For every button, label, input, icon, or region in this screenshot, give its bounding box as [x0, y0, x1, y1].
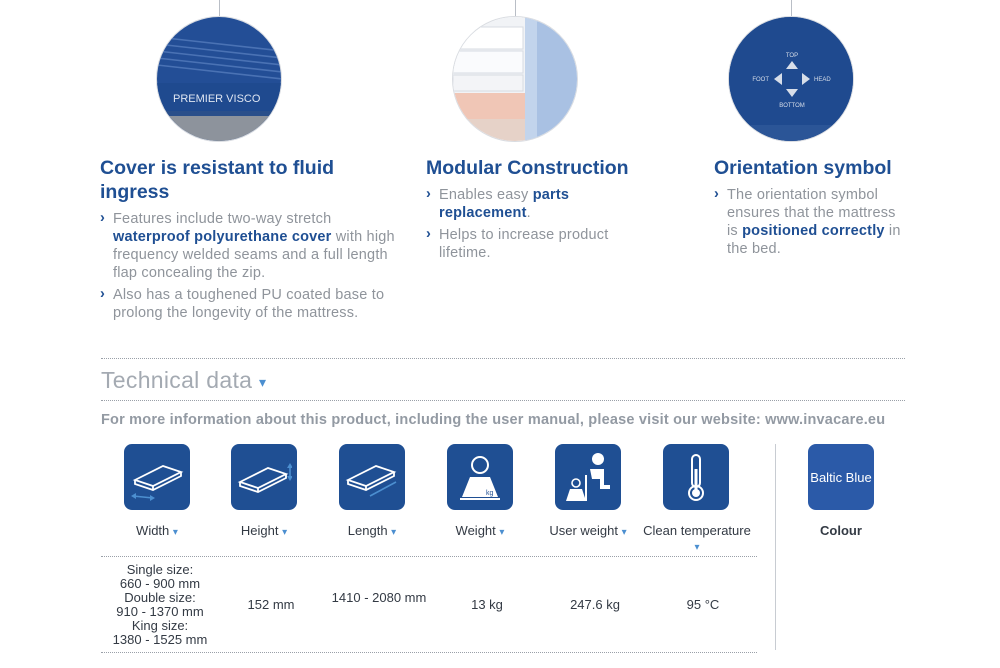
width-icon	[124, 444, 190, 510]
orientation-top-label: TOP	[785, 53, 799, 59]
spec-value-width: Single size: 660 - 900 mm Double size: 910 - 1370 mm King size: 1380 - 1525 mm	[112, 562, 208, 647]
spec-label-clean-temperature[interactable]: Clean temperature ▾	[643, 523, 751, 553]
spec-value-clean-temperature: 95 °C	[686, 597, 720, 612]
chevron-down-icon: ▾	[621, 527, 627, 538]
divider	[101, 400, 905, 401]
colour-label: Colour	[820, 523, 862, 538]
callout-line	[515, 0, 516, 16]
orientation-image	[728, 16, 854, 142]
bullet-item: › Also has a toughened PU coated base to prolong the longevity of the mattress.	[100, 286, 405, 322]
feature-bullets-orientation	[714, 186, 904, 262]
feature-title-cover: Cover is resistant to fluid ingress	[100, 157, 335, 203]
chevron-down-icon: ▾	[499, 527, 505, 538]
callout-line	[791, 0, 792, 16]
spec-value-user-weight: 247.6 kg	[570, 597, 620, 612]
orientation-foot-label: FOOT	[752, 77, 769, 83]
spec-label-width[interactable]: Width ▾	[136, 523, 178, 538]
spec-label-height[interactable]: Height ▾	[240, 523, 288, 538]
modular-image	[452, 16, 578, 142]
spec-label-length[interactable]: Length ▾	[347, 523, 397, 538]
chevron-down-icon: ▾	[172, 527, 178, 538]
divider	[101, 358, 905, 359]
weight-icon	[447, 444, 513, 510]
spec-label-user-weight[interactable]: User weight ▾	[549, 523, 627, 538]
bullet-item: › Enables easy parts replacement.	[426, 186, 636, 222]
weight-unit-label: kg	[486, 490, 494, 497]
cover-image	[156, 16, 282, 142]
cover-image-label: PREMIER VISCO	[173, 93, 261, 105]
bullet-item: › Features include two-way stretch waterproof polyurethane cover with high frequency welded seams and a full length flap concealing the zip.	[100, 210, 405, 282]
bullet-item: › The orientation symbol ensures that the mattress is positioned correctly in the bed.	[714, 186, 904, 258]
bullet-item: › Helps to increase product lifetime.	[426, 226, 636, 262]
info-website-line: For more information about this product, including the user manual, please visit our website: www.invacare.eu	[101, 412, 886, 428]
height-icon	[231, 444, 297, 510]
length-icon	[339, 444, 405, 510]
feature-title-orientation: Orientation symbol	[714, 157, 892, 179]
user-weight-icon	[555, 444, 621, 510]
chevron-down-icon: ▾	[282, 527, 288, 538]
technical-data-heading[interactable]: Technical data ▾	[101, 367, 267, 393]
spec-label-weight[interactable]: Weight ▾	[455, 523, 505, 538]
orientation-bottom-label: BOTTOM	[779, 103, 805, 109]
colour-swatch: Baltic Blue	[808, 444, 874, 510]
vertical-separator	[775, 444, 776, 650]
spec-value-height: 152 mm	[247, 597, 295, 612]
thermometer-icon	[663, 444, 729, 510]
feature-bullets-modular	[426, 186, 636, 266]
chevron-down-icon: ▾	[694, 542, 700, 553]
feature-bullets-cover	[100, 210, 405, 326]
spec-value-weight: 13 kg	[471, 597, 503, 612]
spec-value-length: 1410 - 2080 mm	[331, 590, 427, 605]
chevron-down-icon: ▾	[391, 527, 397, 538]
feature-title-modular: Modular Construction	[426, 157, 629, 179]
orientation-head-label: HEAD	[814, 77, 831, 83]
table-divider	[101, 652, 757, 653]
table-divider	[101, 556, 757, 557]
callout-line	[219, 0, 220, 16]
chevron-down-icon: ▾	[258, 374, 267, 390]
